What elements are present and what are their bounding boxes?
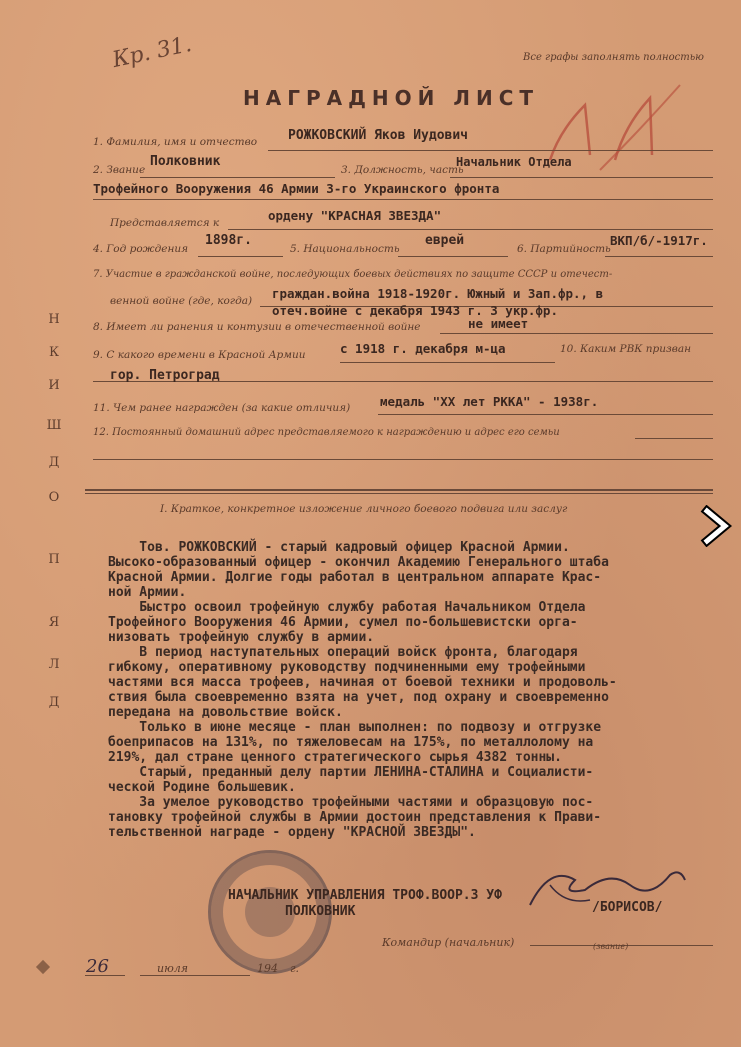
sidebar-letter-3: И — [48, 378, 60, 393]
narrative-line: Красной Армии. Долгие годы работал в центральном аппарате Крас- — [108, 570, 602, 585]
next-page-arrow-icon[interactable] — [695, 505, 737, 547]
field-2-label: 2. Звание — [93, 164, 146, 176]
field-5-value: еврей — [425, 233, 465, 248]
narrative-line: 219%, дал стране ценного стратегического сырья 4382 тонны. — [108, 750, 562, 765]
field-3-value: Начальник Отдела — [456, 155, 572, 169]
signature-line-1: НАЧАЛЬНИК УПРАВЛЕНИЯ ТРОФ.ВООР.З УФ — [228, 888, 502, 903]
date-day: 26 — [86, 956, 109, 977]
field-9-value: с 1918 г. декабря м-ца — [340, 341, 506, 356]
field-8-label: 8. Имеет ли ранения и контузии в отечественной войне — [93, 321, 421, 333]
narrative-line: боеприпасов на 131%, по тяжеловесам на 175%, по металлолому на — [108, 735, 594, 750]
narrative-line: Трофейного Вооружения 46 Армии, сумел по-большевистски орга- — [108, 615, 578, 630]
sidebar-letter-2: К — [48, 345, 60, 360]
date-suffix: г. — [290, 962, 300, 975]
field-10-label: 10. Каким РВК призван — [560, 343, 692, 355]
narrative-line: Тов. РОЖКОВСКИЙ - старый кадровый офицер Красной Армии. — [108, 540, 570, 555]
presented-label: Представляется к — [110, 217, 220, 229]
field-7-label-b: венной войне (где, когда) — [110, 295, 253, 307]
sidebar-letter-7: П — [48, 552, 60, 567]
narrative-line: низовать трофейную службу в армии. — [108, 630, 375, 645]
narrative-line: Старый, преданный делу партии ЛЕНИНА-СТАЛИНА и Социалисти- — [108, 765, 594, 780]
field-4-label: 4. Год рождения — [93, 243, 189, 255]
sidebar-letter-5: Д — [48, 455, 60, 470]
field-11-value: медаль "XX лет РККА" - 1938г. — [380, 394, 599, 409]
narrative-line: ной Армии. — [108, 585, 187, 600]
field-3-label: 3. Должность, часть — [341, 164, 464, 176]
sidebar-letter-10: Д — [48, 695, 60, 710]
field-3-value-cont: Трофейного Вооружения 46 Армии 3-го Украинского фронта — [93, 181, 500, 196]
section-divider — [85, 489, 713, 491]
narrative-line: частями вся масса трофеев, начиная от боевой техники и продоволь- — [108, 675, 617, 690]
date-month: июля — [157, 962, 189, 975]
sidebar-letter-8: Я — [48, 615, 60, 630]
signature-line-2: ПОЛКОВНИК — [285, 904, 356, 919]
signatory-name: /БОРИСОВ/ — [592, 900, 663, 915]
page-title: НАГРАДНОЙ ЛИСТ — [243, 86, 540, 110]
narrative-block — [108, 540, 617, 840]
top-note: Все графы заполнять полностью — [523, 52, 704, 63]
presented-value: ордену "КРАСНАЯ ЗВЕЗДА" — [268, 208, 442, 223]
narrative-line: тельственной награде - ордену "КРАСНОЙ ЗВЕЗДЫ". — [108, 825, 476, 840]
field-7-value-a: граждан.война 1918-1920г. Южный и Зап.фр., в — [272, 286, 604, 301]
field-7-value-b: отеч.войне с декабря 1943 г. 3 укр.фр. — [272, 303, 558, 318]
narrative-line: ческой Родине большевик. — [108, 780, 296, 795]
narrative-line: Только в июне месяце - план выполнен: по подвозу и отгрузке — [108, 720, 602, 735]
field-11-label: 11. Чем ранее награжден (за какие отличия) — [93, 402, 351, 414]
sidebar-letter-1: Н — [48, 312, 60, 327]
field-12-label: 12. Постоянный домашний адрес представляемого к награждению и адрес его семьи — [93, 427, 560, 438]
field-6-label: 6. Партийность — [517, 243, 611, 255]
sidebar-letter-4: Ш — [46, 418, 62, 433]
field-1-label: 1. Фамилия, имя и отчество — [93, 136, 258, 148]
field-5-label: 5. Национальность — [290, 243, 400, 255]
narrative-line: Быстро освоил трофейную службу работая Начальником Отдела — [108, 600, 586, 615]
narrative-line: тановку трофейной службы в Армии достоин представления к Прави- — [108, 810, 602, 825]
date-year: 194 — [257, 962, 278, 975]
field-4-value: 1898г. — [205, 233, 252, 248]
handwritten-corner-note: Кр. 31. — [110, 31, 194, 74]
field-8-value: не имеет — [468, 316, 529, 331]
commander-label: Командир (начальник) — [382, 936, 515, 949]
rank-label: (звание) — [593, 942, 629, 951]
narrative-line: передана на довольствие войск. — [108, 705, 343, 720]
field-7-label-a: 7. Участие в гражданской войне, последующих боевых действиях по защите СССР и отечест- — [93, 269, 613, 280]
sidebar-letter-9: Л — [48, 657, 60, 672]
narrative-line: В период наступательных операций войск фронта, благодаря — [108, 645, 578, 660]
narrative-line: гибкому, оперативному руководству подчиненными ему трофейными — [108, 660, 586, 675]
narrative-line: ствия была своевременно взята на учет, под охрану и своевременно — [108, 690, 609, 705]
field-6-value: ВКП/б/-1917г. — [610, 233, 708, 248]
section-heading: I. Краткое, конкретное изложение личного боевого подвига или заслуг — [160, 503, 568, 515]
narrative-line: Высоко-образованный офицер - окончил Академию Генерального штаба — [108, 555, 609, 570]
field-2-value: Полковник — [150, 154, 221, 169]
narrative-line: За умелое руководство трофейными частями и образцовую пос- — [108, 795, 594, 810]
field-10-value: гор. Петроград — [110, 368, 220, 383]
field-1-value: РОЖКОВСКИЙ Яков Иудович — [288, 128, 469, 143]
sidebar-letter-6: О — [48, 490, 60, 505]
field-9-label: 9. С какого времени в Красной Армии — [93, 349, 306, 361]
